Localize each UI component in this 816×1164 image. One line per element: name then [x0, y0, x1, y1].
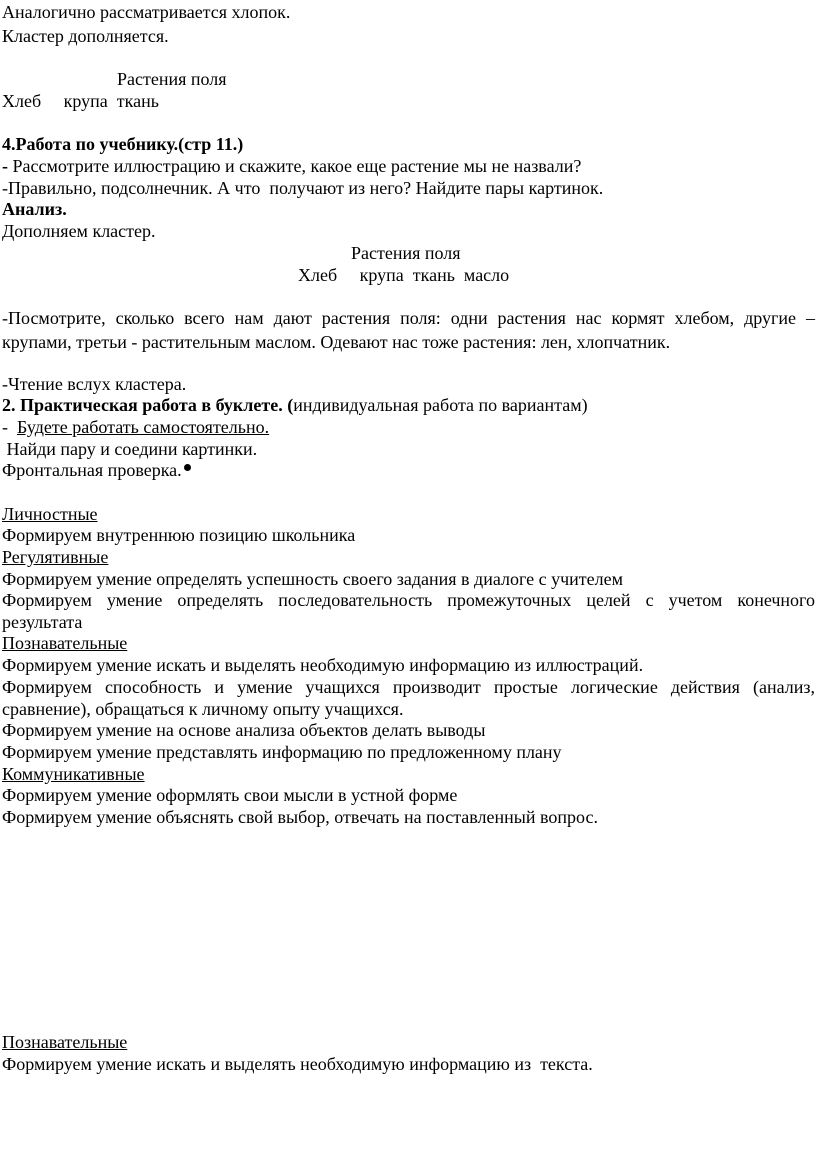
section-4-question [2, 155, 581, 177]
personal-item-1: Формируем внутреннюю позицию школьника [2, 525, 356, 545]
regulatory-item-1: Формируем умение определять успешность своего задания в диалоге с учителем [2, 569, 624, 589]
question-text: Рассмотрите иллюстрацию и скажите, какое еще растение мы не назвали? [12, 156, 582, 176]
cognitive-item-2b: сравнение), обращаться к личному опыту учащихся. [2, 699, 404, 719]
cluster-1-title: Растения поля [117, 69, 227, 89]
self-work-text: Будете работать самостоятельно. [17, 417, 270, 437]
frontal-check-text: Фронтальная проверка. [2, 460, 182, 480]
practical-heading [2, 394, 588, 416]
practical-heading-bold: 2. Практическая работа в буклете. ( [2, 395, 294, 415]
self-work-line [2, 416, 269, 438]
cluster-2-title: Растения поля [351, 243, 461, 263]
intro-line-1: Аналогично рассматривается хлопок. [2, 2, 291, 22]
section-4-heading: 4.Работа по учебнику.(стр 11.) [2, 134, 244, 154]
bottom-cognitive-title: Познавательные [2, 1032, 128, 1052]
self-work-dash: - [2, 417, 17, 437]
communicative-item-1: Формируем умение оформлять свои мысли в устной форме [2, 785, 458, 805]
cluster-2-items: Хлеб крупа ткань масло [298, 265, 510, 285]
extend-cluster: Дополняем кластер. [2, 221, 156, 241]
communicative-title: Коммуникативные [2, 764, 145, 784]
cluster-1-items: Хлеб крупа ткань [2, 91, 159, 111]
practical-heading-rest: индивидуальная работа по вариантам) [293, 395, 588, 415]
bullet-dot-icon [184, 464, 191, 471]
cognitive-item-4: Формируем умение представлять информацию по предложенному плану [2, 742, 562, 762]
intro-line-2: Кластер дополняется. [2, 26, 169, 46]
reading-aloud: -Чтение вслух кластера. [2, 374, 187, 394]
frontal-check-line [2, 459, 191, 481]
cognitive-title: Познавательные [2, 633, 128, 653]
cognitive-item-3: Формируем умение на основе анализа объектов делать выводы [2, 720, 486, 740]
question-dash: - [2, 156, 13, 176]
find-pair: Найди пару и соедини картинки. [2, 439, 258, 459]
personal-title: Личностные [2, 504, 98, 524]
regulatory-item-2b: результата [2, 612, 83, 632]
section-4-answer: -Правильно, подсолнечник. А что получают из него? Найдите пары картинок. [2, 178, 604, 198]
communicative-item-2: Формируем умение объяснять свой выбор, отвечать на поставленный вопрос. [2, 807, 598, 827]
plants-paragraph: -Посмотрите, сколько всего нам дают растения поля: одни растения нас кормят хлебом, другие – крупами, третьи - растительным маслом. Одевают нас тоже растения: лен, хлопчатник. [2, 308, 815, 352]
cognitive-item-2a: Формируем способность и умение учащихся производит простые логические действия (анализ, [2, 677, 815, 697]
analysis-heading: Анализ. [2, 199, 67, 219]
regulatory-title: Регулятивные [2, 547, 109, 567]
regulatory-item-2a: Формируем умение определять последовательность промежуточных целей с учетом конечного [2, 590, 815, 610]
bottom-cognitive-item-1: Формируем умение искать и выделять необходимую информацию из текста. [2, 1054, 593, 1074]
cognitive-item-1: Формируем умение искать и выделять необходимую информацию из иллюстраций. [2, 655, 644, 675]
